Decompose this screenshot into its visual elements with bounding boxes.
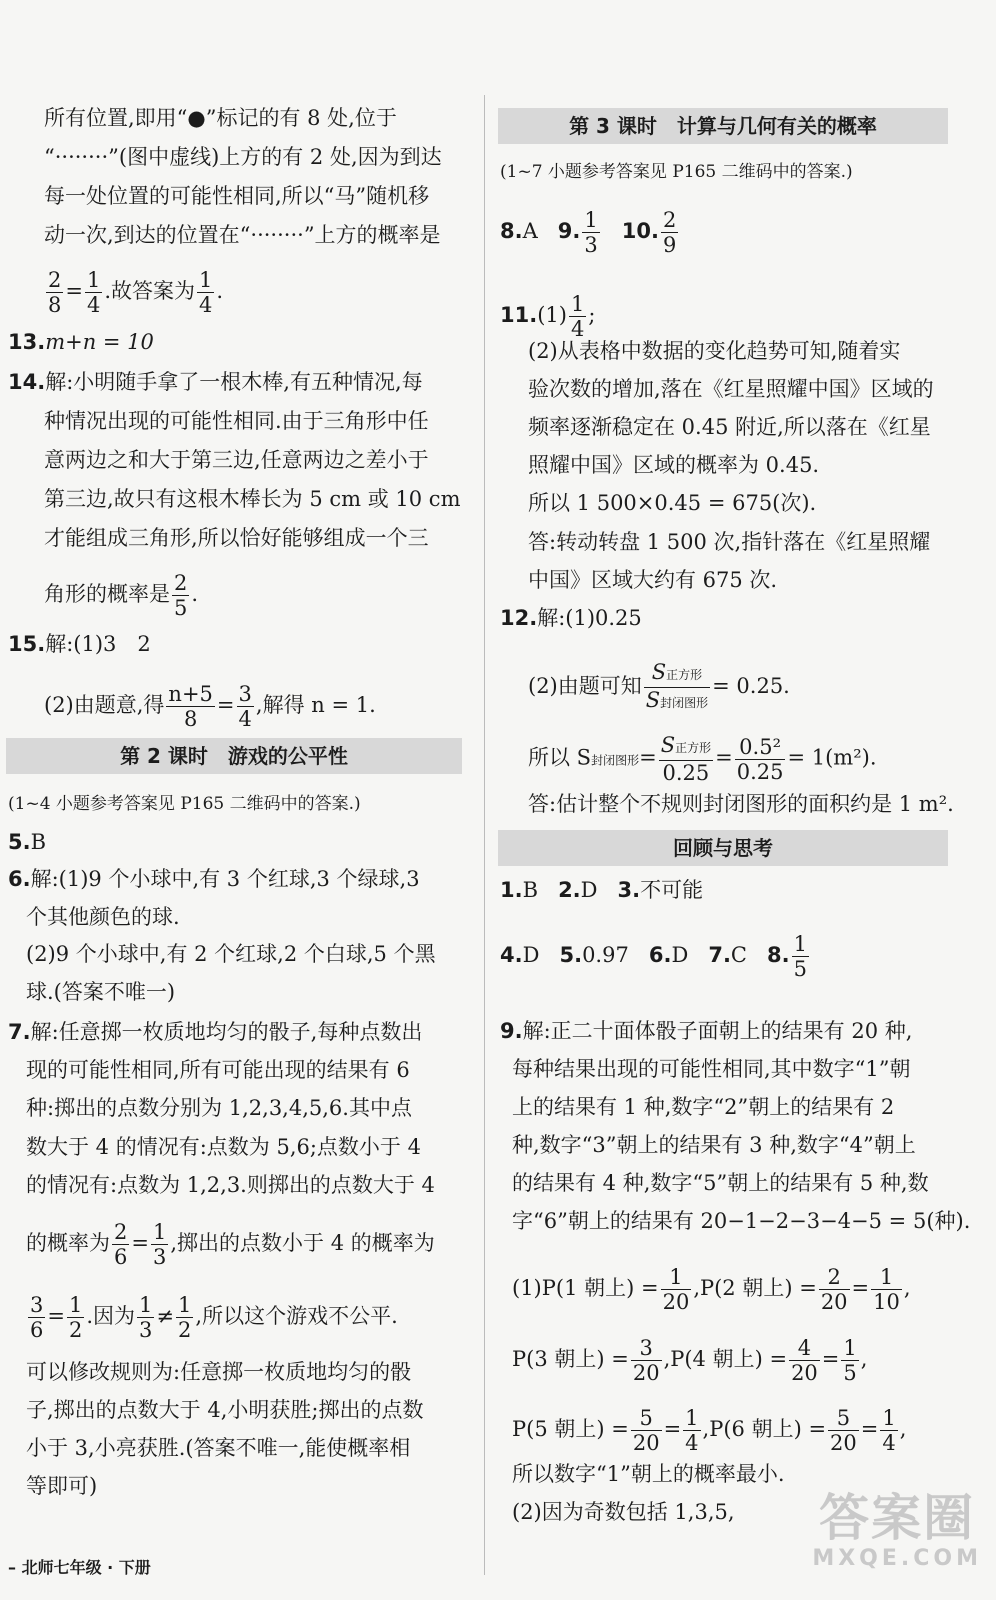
- text-line: 验次数的增加,落在《红星照耀中国》区域的: [528, 377, 934, 401]
- text-line: 现的可能性相同,所有可能出现的结果有 6: [26, 1058, 410, 1082]
- text-line: $\frac{2}{8}$ = $\frac{1}{4}$ .故答案为 $\frac{1}{4}$ .: [48, 268, 224, 317]
- fraction-s-square: $\frac{\text{S正方形}}{0.25}$: [660, 733, 712, 785]
- text-line: (2)从表格中数据的变化趋势可知,随着实: [528, 339, 901, 363]
- fraction-1-5: $\frac{1}{5}$: [843, 1336, 857, 1385]
- text-line: 小于 3,小亮获胜.(答案不唯一,能使概率相: [26, 1436, 411, 1460]
- fraction-5-20: $\frac{5}{20}$: [830, 1406, 857, 1455]
- text-line: 每一处位置的可能性相同,所以“马”随机移: [44, 184, 430, 208]
- text-line: 角形的概率是 $\frac{2}{5}$ .: [44, 571, 199, 620]
- answers-8-10: 8.A 9. $\frac{1}{3}$ 10. $\frac{2}{9}$: [500, 208, 677, 257]
- fraction-1-3: $\frac{1}{3}$: [152, 1220, 167, 1269]
- page-footer: – 北师七年级 · 下册: [8, 1558, 151, 1577]
- fraction-5-20: $\frac{5}{20}$: [632, 1406, 660, 1455]
- text-line: 所以 S封闭图形= $\frac{\text{S正方形}}{0.25}$ = $\frac{\text{0.5²}}{0.25}$ = 1(m²).: [528, 733, 877, 785]
- text-line: 所以数字“1”朝上的概率最小.: [512, 1462, 785, 1486]
- fraction-2-5: $\frac{2}{5}$: [174, 571, 188, 620]
- question-5: 5.B: [8, 830, 47, 854]
- text-line: 子,掷出的点数大于 4,小明获胜;掷出的点数: [26, 1398, 424, 1422]
- fraction-1-3: $\frac{1}{3}$: [584, 208, 598, 257]
- fraction-1-2: $\frac{1}{2}$: [178, 1293, 192, 1342]
- section-header-review: 回顾与思考: [498, 830, 948, 866]
- text-line: 的结果有 4 种,数字“5”朝上的结果有 5 种,数: [512, 1171, 929, 1195]
- text-line: 答:估计整个不规则封闭图形的面积约是 1 m².: [528, 792, 954, 816]
- fraction-1-4: $\frac{1}{4}$: [199, 268, 213, 317]
- question-13: 13.m+n = 10: [8, 330, 154, 354]
- text-line: 字“6”朝上的结果有 20−1−2−3−4−5 = 5(种).: [512, 1209, 971, 1233]
- fraction-1-3: $\frac{1}{3}$: [139, 1293, 153, 1342]
- text-line: 频率逐渐稳定在 0.45 附近,所以落在《红星: [528, 415, 931, 439]
- fraction-1-20: $\frac{1}{20}$: [662, 1265, 690, 1314]
- text-line: (2)9 个小球中,有 2 个红球,2 个白球,5 个黑: [26, 942, 436, 966]
- fraction-1-5: $\frac{1}{5}$: [793, 932, 807, 981]
- watermark-logo: 答案圈 MXQE.COM: [812, 1489, 982, 1571]
- fraction-2-6: $\frac{2}{6}$: [114, 1220, 128, 1269]
- text-line: 照耀中国》区域的概率为 0.45.: [528, 453, 820, 477]
- section-note: (1~4 小题参考答案见 P165 二维码中的答案.): [8, 794, 361, 814]
- text-line: 等即可): [26, 1474, 98, 1498]
- question-7: 7.解:任意掷一枚质地均匀的骰子,每种点数出: [8, 1020, 423, 1044]
- fraction-1-4: $\frac{1}{4}$: [685, 1406, 699, 1455]
- probability-line: P(5 朝上) = $\frac{5}{20}$ = $\frac{1}{4}$ ,P(6 朝上) = $\frac{5}{20}$ = $\frac{1}{4}$ ,: [512, 1406, 907, 1455]
- text-line: 种,数字“3”朝上的结果有 3 种,数字“4”朝上: [512, 1133, 916, 1157]
- review-answers-1-3: 1.B 2.D 3.不可能: [500, 878, 704, 902]
- fraction-1-4: $\frac{1}{4}$: [570, 292, 585, 341]
- text-line: 所有位置,即用“●”标记的有 8 处,位于: [44, 106, 397, 130]
- text-line: 可以修改规则为:任意掷一枚质地均匀的骰: [26, 1360, 412, 1384]
- question-11: 11.(1) $\frac{1}{4}$ ;: [500, 292, 596, 341]
- fraction-2-9: $\frac{2}{9}$: [663, 208, 677, 257]
- text-line: (2)因为奇数包括 1,3,5,: [512, 1500, 735, 1524]
- fraction-1-4: $\frac{1}{4}$: [86, 268, 101, 317]
- text-line: 球.(答案不唯一): [26, 980, 176, 1004]
- text-line: 的概率为 $\frac{2}{6}$ = $\frac{1}{3}$ ,掷出的点数小于 4 的概率为: [26, 1220, 435, 1269]
- question-15: 15.解:(1)3 2: [8, 632, 151, 656]
- section-header-lesson-2: 第 2 课时 游戏的公平性: [6, 738, 462, 774]
- question-6: 6.解:(1)9 个小球中,有 3 个红球,3 个绿球,3: [8, 867, 420, 891]
- fraction-area-ratio: $\frac{\text{S正方形}}{\text{S封闭图形}}$: [645, 660, 709, 712]
- text-line: 数大于 4 的情况有:点数为 5,6;点数小于 4: [26, 1135, 421, 1159]
- section-header-lesson-3: 第 3 课时 计算与几何有关的概率: [498, 108, 948, 144]
- text-line: 每种结果出现的可能性相同,其中数字“1”朝: [512, 1057, 911, 1081]
- text-line: 个其他颜色的球.: [26, 905, 180, 929]
- fraction-1-2: $\frac{1}{2}$: [68, 1293, 83, 1342]
- fraction-2-20: $\frac{2}{20}$: [820, 1265, 848, 1314]
- fraction-3-6: $\frac{3}{6}$: [30, 1293, 44, 1342]
- text-line: 的情况有:点数为 1,2,3.则掷出的点数大于 4: [26, 1173, 435, 1197]
- column-divider: [484, 95, 485, 1575]
- fraction-05sq: $\frac{\text{0.5²}}{0.25}$: [736, 734, 784, 784]
- text-line: 中国》区域大约有 675 次.: [528, 568, 778, 592]
- text-line: “········”(图中虚线)上方的有 2 处,因为到达: [44, 145, 442, 169]
- review-question-9: 9.解:正二十面体骰子面朝上的结果有 20 种,: [500, 1019, 913, 1043]
- text-line: 才能组成三角形,所以恰好能够组成一个三: [44, 526, 429, 550]
- fraction-3-4: $\frac{3}{4}$: [238, 682, 252, 731]
- fraction-4-20: $\frac{4}{20}$: [791, 1336, 818, 1385]
- section-note: (1~7 小题参考答案见 P165 二维码中的答案.): [500, 162, 853, 182]
- text-line: 种情况出现的可能性相同.由于三角形中任: [44, 409, 429, 433]
- text-line: 上的结果有 1 种,数字“2”朝上的结果有 2: [512, 1095, 895, 1119]
- question-12: 12.解:(1)0.25: [500, 606, 642, 630]
- text-line: 所以 1 500×0.45 = 675(次).: [528, 491, 817, 515]
- question-14: 14.解:小明随手拿了一根木棒,有五种情况,每: [8, 370, 423, 394]
- text-line: 答:转动转盘 1 500 次,指针落在《红星照耀: [528, 530, 931, 554]
- probability-line: (1)P(1 朝上) = $\frac{1}{20}$ ,P(2 朝上) = $\frac{2}{20}$ = $\frac{1}{10}$ ,: [512, 1265, 911, 1314]
- text-line: (2)由题可知 $\frac{\text{S正方形}}{\text{S封闭图形}}$ = 0.25.: [528, 660, 790, 715]
- fraction-3-20: $\frac{3}{20}$: [632, 1336, 660, 1385]
- text-line: 动一次,到达的位置在“········”上方的概率是: [44, 223, 441, 247]
- probability-line: P(3 朝上) = $\frac{3}{20}$ ,P(4 朝上) = $\frac{4}{20}$ = $\frac{1}{5}$ ,: [512, 1336, 868, 1385]
- fraction-2-8: $\frac{2}{8}$: [48, 268, 62, 317]
- text-line: $\frac{3}{6}$ = $\frac{1}{2}$ .因为 $\frac{1}{3}$ ≠ $\frac{1}{2}$ ,所以这个游戏不公平.: [30, 1293, 398, 1342]
- text-line: (2)由题意,得 $\frac{n+5}{8}$ = $\frac{3}{4}$ ,解得 n = 1.: [44, 682, 376, 731]
- text-line: 第三边,故只有这根木棒长为 5 cm 或 10 cm: [44, 487, 461, 511]
- fraction-1-4: $\frac{1}{4}$: [882, 1406, 896, 1455]
- text-line: 意两边之和大于第三边,任意两边之差小于: [44, 448, 429, 472]
- fraction-1-10: $\frac{1}{10}$: [873, 1265, 900, 1314]
- text-line: 种:掷出的点数分别为 1,2,3,4,5,6.其中点: [26, 1096, 412, 1120]
- fraction-n5-8: $\frac{n+5}{8}$: [168, 682, 213, 731]
- review-answers-4-8: 4.D 5.0.97 6.D 7.C 8. $\frac{1}{5}$: [500, 932, 807, 981]
